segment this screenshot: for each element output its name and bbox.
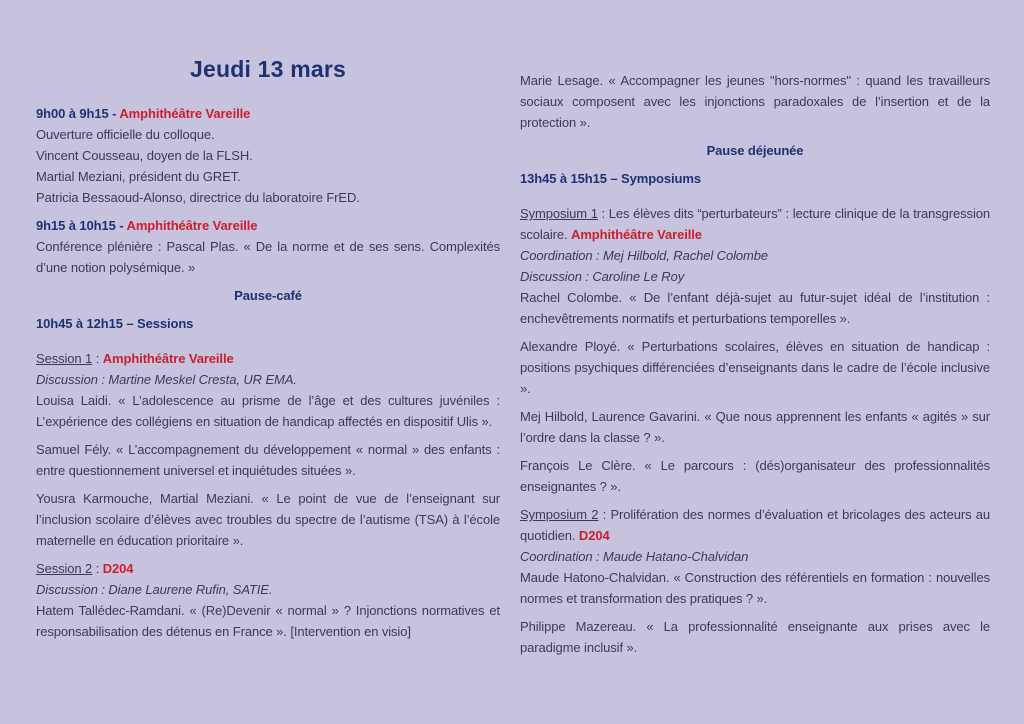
text-run: Ouverture officielle du colloque. (36, 127, 215, 142)
talk-paragraph (520, 616, 990, 658)
text-run: Amphithéâtre Vareille (571, 227, 702, 242)
text-run: Discussion : Diane Laurene Rufin, SATIE. (36, 582, 273, 597)
text-run: Symposium 2 (520, 507, 599, 522)
text-run: Pause déjeunée (706, 143, 804, 158)
moderation-line (36, 579, 500, 600)
text-run: Session 1 (36, 351, 93, 366)
text-run: Yousra Karmouche, Martial Meziani. « Le point de vue de l’enseignant sur l’inclusion scolaire d’élèves avec troubles du spectre de l’autisme (TSA) à l’école maternelle en éducation prioritaire ». (36, 491, 500, 548)
text-run: François Le Clère. « Le parcours : (dés)organisateur des professionnalités enseignantes ? ». (520, 458, 990, 494)
talk-paragraph (36, 236, 500, 278)
page-title: Jeudi 13 mars (189, 56, 347, 82)
moderation-line (36, 369, 500, 390)
text-run: Discussion : Martine Meskel Cresta, UR EMA. (36, 372, 297, 387)
text-run: : Les élèves dits “perturbateurs” : lecture clinique de la transgression scolaire. (520, 206, 990, 242)
text-run: Maude Hatono-Chalvidan. « Construction des référentiels en formation : nouvelles normes et transformation des pratiques ? ». (520, 570, 990, 606)
text-run: Rachel Colombe. « De l’enfant déjà-sujet au futur-sujet idéal de l’institution : enchevêtrements normatifs et perturbations temporelles ». (520, 290, 990, 326)
text-run: : Prolifération des normes d’évaluation et bricolages des acteurs au quotidien. (520, 507, 990, 543)
text-run: Mej Hilbold, Laurence Gavarini. « Que nous apprennent les enfants « agités » sur l’ordre dans la classe ? ». (520, 409, 990, 445)
text-run: 9h15 à 10h15 - (36, 218, 127, 233)
text-run: : (92, 351, 103, 366)
left-column-blocks (36, 103, 500, 642)
session-heading (36, 558, 500, 579)
text-run: Amphithéâtre Vareille (119, 106, 251, 121)
text-run: D204 (578, 528, 610, 543)
text-run: Symposium 1 (520, 206, 598, 221)
text-run: Pause-café (234, 288, 302, 303)
left-column (36, 56, 500, 714)
text-run: Patricia Bessaoud-Alonso, directrice du laboratoire FrED. (36, 190, 360, 205)
right-column (520, 56, 990, 714)
right-column-blocks (520, 70, 990, 658)
text-run: Amphithéâtre Vareille (102, 351, 234, 366)
text-line (36, 187, 500, 208)
session-heading (36, 348, 500, 369)
talk-paragraph (520, 455, 990, 497)
text-run: Coordination : Mej Hilbold, Rachel Colombe (520, 248, 768, 263)
break-heading (520, 140, 990, 161)
talk-paragraph (520, 287, 990, 329)
text-run: 9h00 à 9h15 - (36, 106, 120, 121)
talk-paragraph (36, 600, 500, 642)
text-run: Conférence plénière : Pascal Plas. « De la norme et de ses sens. Complexités d’une notion polysémique. » (36, 239, 500, 275)
text-run: 13h45 à 15h15 – Symposiums (520, 171, 701, 186)
text-run: Amphithéâtre Vareille (126, 218, 258, 233)
talk-paragraph (520, 567, 990, 609)
time-slot-heading (36, 313, 500, 334)
talk-paragraph (36, 439, 500, 481)
text-run: Marie Lesage. « Accompagner les jeunes "hors-normes" : quand les travailleurs sociaux composent avec les injonctions paradoxales de l’insertion et de la protection ». (520, 73, 990, 130)
moderation-line (520, 266, 990, 287)
session-heading (520, 504, 990, 546)
text-run: : (92, 561, 103, 576)
text-line (36, 145, 500, 166)
text-run: Samuel Fély. « L’accompagnement du développement « normal » des enfants : entre questionnement universel et inquiétudes situées ». (36, 442, 500, 478)
moderation-line (520, 546, 990, 567)
text-run: D204 (102, 561, 134, 576)
text-run: Coordination : Maude Hatano-Chalvidan (520, 549, 749, 564)
text-run: Philippe Mazereau. « La professionnalité enseignante aux prises avec le paradigme inclusif ». (520, 619, 990, 655)
time-slot-heading (36, 103, 500, 124)
text-run: Discussion : Caroline Le Roy (520, 269, 685, 284)
talk-paragraph (520, 406, 990, 448)
text-run: Louisa Laidi. « L’adolescence au prisme de l’âge et des cultures juvéniles : L’expérience des collégiens en situation de handicap affectés en dispositif Ulis ». (36, 393, 500, 429)
text-line (36, 166, 500, 187)
talk-paragraph (36, 488, 500, 551)
talk-paragraph (520, 336, 990, 399)
text-run: 10h45 à 12h15 – Sessions (36, 316, 194, 331)
time-slot-heading (520, 168, 990, 189)
session-heading (520, 203, 990, 245)
time-slot-heading (36, 215, 500, 236)
text-run: Hatem Tallédec-Ramdani. « (Re)Devenir « normal » ? Injonctions normatives et responsabilisation des détenus en France ». [Intervention en visio] (36, 603, 500, 639)
text-run: Alexandre Ployé. « Perturbations scolaires, élèves en situation de handicap : positions psychiques différenciées d’enseignants dans le cadre de l’école inclusive ». (520, 339, 990, 396)
text-run: Vincent Cousseau, doyen de la FLSH. (36, 148, 253, 163)
text-run: Session 2 (36, 561, 93, 576)
text-line (36, 124, 500, 145)
moderation-line (520, 245, 990, 266)
talk-paragraph (520, 70, 990, 133)
break-heading (36, 285, 500, 306)
text-run: Martial Meziani, président du GRET. (36, 169, 241, 184)
talk-paragraph (36, 390, 500, 432)
